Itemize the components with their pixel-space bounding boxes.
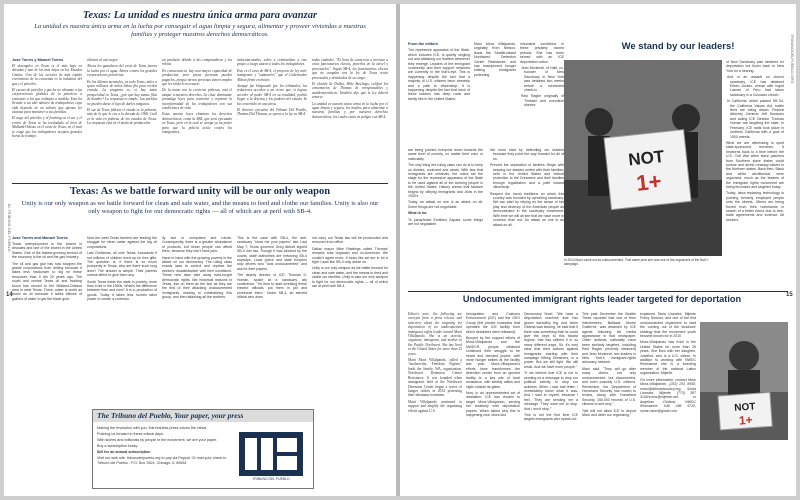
editors-col-2: Marú Mora Villalpando, originally from Mexico, leads the Seattle-based Northwest Detention Center Resistance, and has championed hunger striking immigrants protesting (474, 42, 516, 77)
spanish-col-5: todas ciudades. "Es hora de conservar a arrestar a estos funcionarios electos, ponerlos en la cárcel y procesarlos". Según SB-4, los funcionarios electos que no cumplan con la ley de Texas serán procesados y destituidos de su cargo. El alcalde de Dallas, Mike Rawlings, calificó los comentarios de Thomas de irresponsables y antidemocráticos. También dijo que la ley deberá votarse. La unidad es nuestra única arma en la lucha por el agua limpia y segura, los medios para alimentar a nuestras familias y por nuestros derechos democráticos, los cuales están en peligro con SB-4. (312, 58, 388, 119)
english-col-1: Texas unemployment is the lowest in decades and one of the lowest in the United States. One of the fastest-growing sectors of the economy is the oil and the gas industry. The oil and gas glut has now stopped the global corporations from drilling because it takes less manpower to dig for these resources than it did 20 years ago. The south and central Texas oil and fracking boom has moved to the Midland-Odessa area in west Texas. There, water is worth as much as oil because it takes billions of gallons of water to get the black gold. (12, 242, 82, 301)
targeted-deportation-headline: Undocumented immigrant rights leader targeted for deportation (462, 294, 742, 304)
promo-title: The Tribuno del Pueblo, Your paper, your press (97, 411, 244, 420)
promo-body: Making the revolution with you, this fearless press voices the views Pushing us forward in these critical days. With stories and editorials by people in the movement, we are your paper. Buy a subscription today. $20 for an annual subscription Visit our web site, tribunodelpueblo.org to pay via Paypal. Or mail your check to Tribuno del Pueblo - P.O. Box 3524, Chicago, IL 60654 (97, 426, 227, 465)
editors-col-3: inhumane conditions in these privately owned prisons. She has been served with an ICE deportation notice. Jean Montrevil, of Haiti, co-founder of New Sanctuary in New York was detained two weeks before a scheduled check-in. Ravi Ragbir originally of Trinidad and executive director (520, 42, 564, 108)
tribuno-logo (235, 426, 307, 482)
spanish-col-2: alientar al uno negro. Ahora los ganaderos del oeste de Texas fueron la lucha por el agua. Ahora contra los grandes corporaciones petroleras. En los últimos mensiales, en todo Texas, miles a quien millones de niños lidian fila para recibir comida. La pregunta es, si hay tanta prosperidad en Texas, ¿por qué hay tantas filas de hambre? La respuesta es simple. Las pueblas no pueden darse el lujo de darles ningunos. El sur de Texas fábrica el estado es la pobreza, más de lo que lo era a la década de 1960. Cuál es la vida en pobreza de los estados de Texas. La respuesta está en el modo de producción. (87, 58, 157, 126)
english-col-2: Now the west Texas farmers are leading the struggle for clean water against the big oil corporations. Last Christmas, all over Texas, thousands if not millions of children lined up for free gifts. The question is, if there is so much prosperity in Texas, why are there such long lines? The answer is simple. Their parents cannot afford to give them any. South Texas leads the state in poverty, more than it did in the 1960s. What's the difference between then and now? It is in production of goods. Today it takes less human labor power to create a commod- (87, 236, 157, 302)
stand-by-leaders-headline: We stand by our leaders! (621, 41, 735, 52)
stand-middle-col: of New Sanctuary was detained for deportation but flown back to New York for a hearing. And in an assault on church sanctuary, ICE has detained Eliseo Jurado, whose wife Ingrid Latorre of Peru had taken sanctuary in a Colorado church. In California, which passed SB 54, the California Values Act, battle lines are being drawn. Federal Attorney General Jeff Sessions and acting ICE Director Thomas Homan are targeting the state. In February, ICE raids took place in northern California with a goal of 1500 arrests. What we are witnessing is quiet state-sponsored terrorism. It hearkens back to a time before the U.S. Civil War when slave patchers from Southern slave states could pursue and arrest runaway slaves in the Northern states. Back then, Black and white abolitionists were organized, much as the leaders of the immigrant rights movement are being terrorized and targeted today. Today, labor-replacing technology is pushing formerly employed people onto the streets. Others are being forced from their homelands in search of a better future due to free-trade agreements and violence. All workers (726, 60, 784, 222)
english-col-3: ity due to computers and robots. Consequently, there is a greater abundance of products, but fewer people can afford them, because they don't have jobs. Hand in hand with the growing poverty is the attack on our democracy. The ruling class enacts laws to control and repress the workers' dissatisfaction with their conditions. These new laws take away hard-fought democratic rights, like historical reasons in Texas, this on them as the first as they are the first of their attacking undocumented immigrants, leading to criminalizing this group, and then attacking all the workers. (162, 236, 232, 300)
english-byline: Jose Torres and Manuel Torres (12, 236, 68, 240)
left-page-number: 14 (6, 292, 13, 298)
right-page-number: 15 (786, 292, 793, 298)
editors-col-head: From the editors (408, 42, 438, 46)
svg-text:1+: 1+ (738, 412, 754, 428)
section-divider (12, 183, 388, 184)
right-section-divider (408, 291, 788, 292)
stand-right-col: are being pushed everyone down towards the same level of poverty, no matter their color or nationality. The only thing the ruling class can do is to keep us divided, confused and afraid. With fear that immigrants are criminals, the rulers set the stage for the repressive apparatus of the State to be used against all of the working people in the United States. History shows that fascism begins by vilifying immigrants and Jews in the 1930's. Today, an attack on one is an attack on all. Some things are not negotiable. What to do: To paraphrase Emiliano Zapata, some things are not negotiable. We must start by defending our leaders because they point the way forward for all of us. Prevent the separation of families. Begin with keeping our leaders united with their families; here in the United States and extend protection to the Dreamers and their families through legalization and a path toward citizenship. Respect the moral traditions on which this country was founded by upholding sanctuary. We can start by relying on the sense of fair play and decency of the American people as demonstrated in the sanctuary movement. With time we will all see that we have more in common than not. An attack on one is an attack on all. (408, 148, 564, 227)
spanish-byline: Jose Torres y Manuel Torres (12, 58, 64, 62)
deport-col-2: Immigration and Customs Enforcement (ICE) and the GEO Group (the private contractor that operates the ICE facility from which detainees were released). Buoyed by the support efforts of Mora-Villalpando and the NWDCR, people detained continued their struggle to be heard and demand justice, with more hunger strikes at the facility last year. Mora-Villalpando's efforts have transformed the detention center from an ignored facility to a key site of local resistance, with weekly rallies and vigils outside its gates. Now, in an unprecedented act of retaliation, ICE has chosen to target Mora-Villalpando, serving her suddenly with deportation papers. When asked why this is happening now, Mora told (466, 312, 520, 417)
right-side-label: TRIBUNODELPUEBLO.ORG (790, 34, 794, 84)
left-side-label: EL TRIBUNO DEL PUEBLO (7, 204, 11, 252)
svg-text:NOT: NOT (733, 401, 756, 414)
spanish-col-4: indocumentados, sobre a criminalizar a este grupo, a luego atacar a todos los trabajadores. Este es el caso de SB-4, el proyecto de ley anti-inmigrante y "santuarios" que el Gobernador Abbott firmó en marzo. Aunque fue bloqueado por los tribunales, los redactores acceden a un cierre que, si logran acceder al poder SB-4 en su totalidad, podría llegar a la defensa y los poderes del estado. Se ha convertido en una farsa. El director ejecutivo del Tribuno Del Pueblo, Thomas Dal Thomas, se opone a la ley en SB-4. (237, 58, 307, 117)
maru-portrait-photo (700, 322, 788, 440)
photo-caption: In 2014 Marú came out as undocumented. That same year she was one of the organizers of the Not1+ campaign. (564, 258, 709, 266)
left-page (4, 4, 396, 496)
logo-lettering: TRIBUNO DEL PUEBLO (252, 477, 290, 481)
english-col-5: not carry out Texas law will be prosecuted and removed from office. Dallas mayor Mike Rawlings called Thomas' remarks total hogwash and un-American. We couldn't agree more. It looks like we are in for a fight. Laws like SB-4 only divide us. Unity is our only weapon as we battle forward for clean and safe water, and the means to feed and clothe our families. Unity is also our only weapon to fight for our democratic rights — all of which are at peril with SB-4. (312, 236, 388, 289)
english-deck: Unity is our only weapon as we battle forward for clean and safe water, and the means to feed and clothe our families. Unity is also our only weapon to fight for our democratic rights — all of which are at peril with SB-4. (21, 200, 379, 216)
deport-col-5: explained Tania Unzueta, Mijente Policy Director, and one of the first undocumented organizers to start the 'coming out of the shadows' strategy that the movement youth became known for in 2010. Mora-Villalpando has lived in the United States for more than 25 years. She lives with her daughter, Josefina, who is a U.S. citizen. In addition to working with NWDC Resistance she is a founding member of the national Latinx organization, Mijente. For more information, contact Maru Mora-Villalpando, (253) 251 8658, maru@latinoadvocacy.org, Sonia Lisesata, Mijente, (773) 387 3140/coms@mijente.net, or Angelina Chidiosi, NWDC Resistance, 646 496 5726, schar.ramir@gmail.com (640, 312, 696, 413)
english-col-4: This is the case with SB-4, the anti-sanctuary "show me your papers" law. Last May 7, Texas governor Greg Abbott signed SB-4 into law. Though it was blocked by the courts, state authorities are enforcing SB-4 anyways. Local police and state troopers stop drivers who "look undocumented" and ask for their papers. The deputy director of ICE, Thomas D. Homan, spoke at a sanctuary city conference. "It's time to start arresting these elected officials, put them in jail and prosecute them." Under SB-4, an elected official who does (237, 236, 307, 300)
subscription-promo-box (92, 409, 314, 489)
spanish-headline: Texas: La unidad es nuestra única arma para avanzar (82, 10, 318, 21)
spanish-col-1: El desempleo en Texas es el más bajo en décadas y uno de los más bajos en los Estados Unidos. Uno de los sectores de más rápido crecimiento de la economía es la industria del gas y el petróleo. El escaso de petróleo y gas ha no obstante a las corporaciones globales de la petrolera a contratar a los que trabajan a medida. Esto ha llevado a un alto número de trabajadores cuya vida depende de un salario que apenas les alcanza para mantener a sus familias. El auge del petróleo y el fracking en el sur y el centro de Texas se ha trasladado al área de Midland-Odessa en el oeste de Texas, en el cual se exige que los trabajadores acepten grandes horas de trabajo. (12, 64, 82, 139)
promo-title-bar (93, 410, 313, 422)
english-headline: Texas: As we battle forward unity will be our only weapon (69, 186, 331, 197)
deport-col-4: This past December the Seattle Times reported that one of their interviewees, Baltazar Aburto Gutierrez, was detained by ICE agents following his media appearance in that newspaper. Other activists nationally have been similarly targeted, including Ravi Ragbir (recently detained) and Jean Montrevil, two leaders in New York's immigrant-rights advocacy network. Marú said, "They will go after many others, not only undocumented, but documented, and even possibly U.S. citizens. Remember, the Department of Homeland Security has vowed to review, along with Homeland Security, 150,000 records of U.S. citizens to see why." "We will not allow ICE to deport Marú and deter our organizing," (582, 312, 636, 417)
svg-text:1+: 1+ (635, 168, 663, 196)
spanish-deck: La unidad es nuestra única arma en la lucha por conseguir el agua limpia y segura, alimentar y proveer viviendas a nuestras familias y proteger nuestros derechos democráticos. (34, 23, 366, 39)
deport-col-1: Editor's note: the following are excerpts from a press release and interview about the targeting for deportation of an undocumented immigrant rights leader named Marú Villalpando. She is an activist, organizer, immigrant, and mother in the Pacific Northwest. She has lived in the United States for more than 25 years. Marú Mora Villalpando, called a "modern-day Freedom Fighter," leads the Seattle, WA, organization, Northwest Detention Center Resistance. It was founded when immigrants held at the Northwest Detention Center began a series of hunger strikes in 2014 protesting their inhumane treatment. Marú Villalpando continued to support and amplify the organizing efforts against U.S. (408, 312, 462, 413)
deport-col-3: Democracy Now!, "We have a deportation machine that has grown incredibly big. And when Obama was leaving, he said that if there was something that he could give the keys to this fascist regime, that has utilized it in so many different ways. So, it's very clear that their actions against immigrants, starting with their campaign hitting Dreamers, is a power. But we still fight. We still resist. And we have more people." "If we believe that ICE is not to sending us a message to drop our political activity, to drop our activism. When I saw that letter, I immediately knew what it was. And I said to myself, because I feel, 'They are sending me a message. They want me to stop. And I won't stop.'" This is not the first time ICE targets immigrants who speak out. (524, 312, 578, 422)
not1more-photo (564, 60, 722, 256)
svg-text:NOT: NOT (627, 146, 666, 170)
editors-col-1: From the editors The repressive apparatus of the State, which includes ICE, is quietly singling out and attacking our leaders whenever they emerge. Leaders of the immigrant community and their support networks are currently in the bull's-eye. This is happening despite the fact that a majority of U.S. citizens favor amnesty and a path to citizenship. It is happening despite the fact that each of these leaders has deep roots and family ties in the United States. (408, 42, 470, 101)
right-page (400, 4, 796, 496)
spanish-col-3: un producto debido a las computadoras y los robots. En consecuencia, hay una mayor capacidad de producción, pero pocas personas pueden pagarlos, porque menos personas tienen empleo que les rinda lo necesario. De la mano con la creciente pobreza, está el ataque a nuestros derechos. La clase dominante promulga leyes para controlar y reprimir la inconformidad de los trabajadores con sus condiciones de vida. Estas nuevas leyes eliminan los derechos democráticos, como la SB4, que será ejecutado en Texas, pero en la cual se otorga ya un poder para que la policía actúe contra los inmigrantes. (162, 58, 232, 135)
